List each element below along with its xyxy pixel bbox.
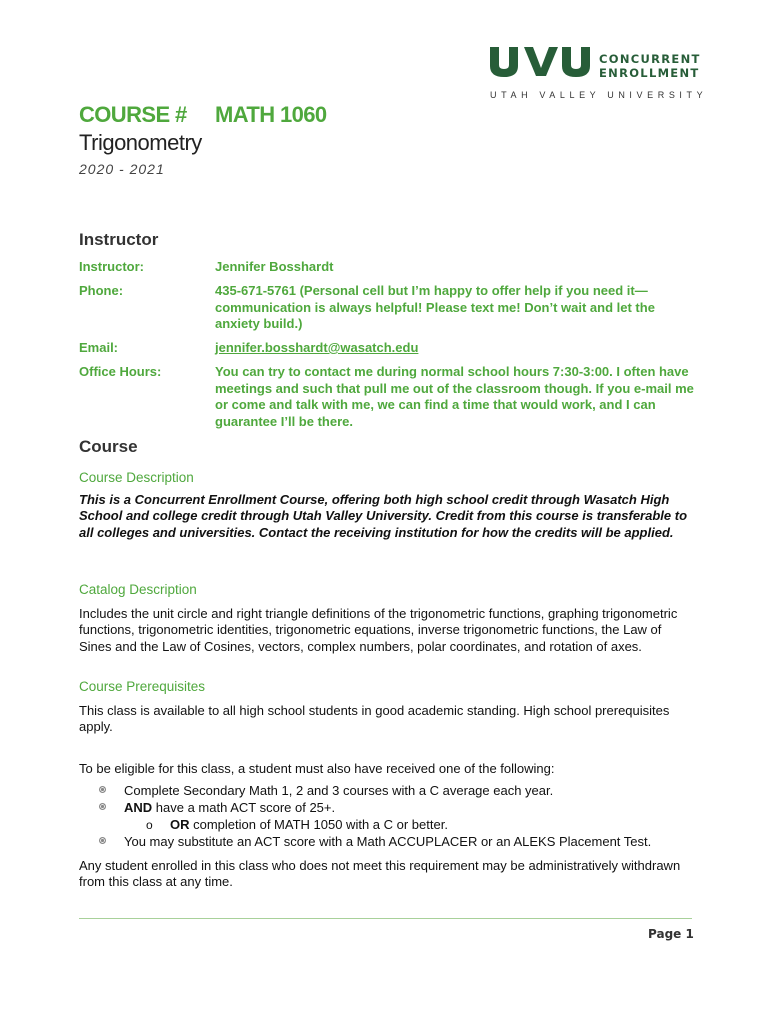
phone-label: Phone: (79, 283, 124, 298)
course-title: Trigonometry (79, 130, 202, 155)
course-description-heading: Course Description (79, 470, 194, 485)
logo-ce-line2: ENROLLMENT (599, 66, 700, 80)
eligibility-intro: To be eligible for this class, a student must also have received one of the following: (79, 761, 555, 776)
list-item: Complete Secondary Math 1, 2 and 3 courses with a C average each year. (124, 783, 553, 799)
logo-university-name: UTAH VALLEY UNIVERSITY (490, 90, 708, 100)
office-hours-value: You can try to contact me during normal school hours 7:30-3:00. I often have meetings and such that pull me out of the classroom though. If you e-mail me or come and talk with me, we can find a time that would work, and I can guarantee I’ll be there. (215, 364, 694, 429)
closing-note: Any student enrolled in this class who does not meet this requirement may be administratively withdrawn from this class at any time. (79, 858, 681, 890)
list-item: o OR completion of MATH 1050 with a C or better. (146, 817, 448, 832)
phone-value: 435-671-5761 (Personal cell but I’m happy to offer help if you need it—communication is always helpful! Please text me! Don’t wait and let the anxiety build.) (215, 283, 655, 332)
email-label: Email: (79, 340, 119, 355)
catalog-description-heading: Catalog Description (79, 582, 197, 597)
email-value (215, 340, 695, 357)
logo-ce-line1: CONCURRENT (599, 52, 701, 66)
instructor-name: Jennifer Bosshardt (215, 259, 334, 274)
page-number: Page 1 (648, 927, 694, 941)
logo-concurrent-enrollment (599, 52, 701, 80)
course-label: COURSE # (79, 102, 187, 127)
sub-bullet-marker: o (146, 818, 153, 832)
course-number-line (79, 102, 327, 128)
list-item: AND have a math ACT score of 25+. (124, 800, 335, 816)
list-item: You may substitute an ACT score with a Math ACCUPLACER or an ALEKS Placement Test. (124, 834, 651, 850)
bullet-icon (99, 803, 106, 810)
bullet-icon (99, 837, 106, 844)
prerequisites-text: This class is available to all high school students in good academic standing. High school prerequisites apply. (79, 703, 670, 735)
course-heading: Course (79, 437, 138, 456)
bullet-icon (99, 786, 106, 793)
uvu-logo-icon (488, 44, 594, 78)
course-number: MATH 1060 (215, 102, 327, 127)
catalog-description-text: Includes the unit circle and right triangle definitions of the trigonometric functions, graphing trigonometric functions, trigonometric identities, trigonometric equations, inverse trigonometric functions, the Law of Sines and the Law of Cosines, vectors, complex numbers, polar coordinates, and rotation of axes. (79, 606, 678, 654)
office-hours-label: Office Hours: (79, 364, 162, 379)
instructor-label: Instructor: (79, 259, 144, 274)
footer-divider (79, 918, 692, 919)
uvu-concurrent-enrollment-logo (488, 44, 708, 106)
email-link[interactable]: jennifer.bosshardt@wasatch.edu (215, 340, 419, 355)
academic-year: 2020 - 2021 (79, 161, 165, 177)
prerequisites-heading: Course Prerequisites (79, 679, 206, 694)
course-description-text: This is a Concurrent Enrollment Course, offering both high school credit through Wasatch High School and college credit through Utah Valley University. Credit from this course is transferable to all colleges and universities. Contact the receiving institution for how the credits will be applied. (79, 492, 688, 540)
instructor-heading: Instructor (79, 230, 159, 249)
